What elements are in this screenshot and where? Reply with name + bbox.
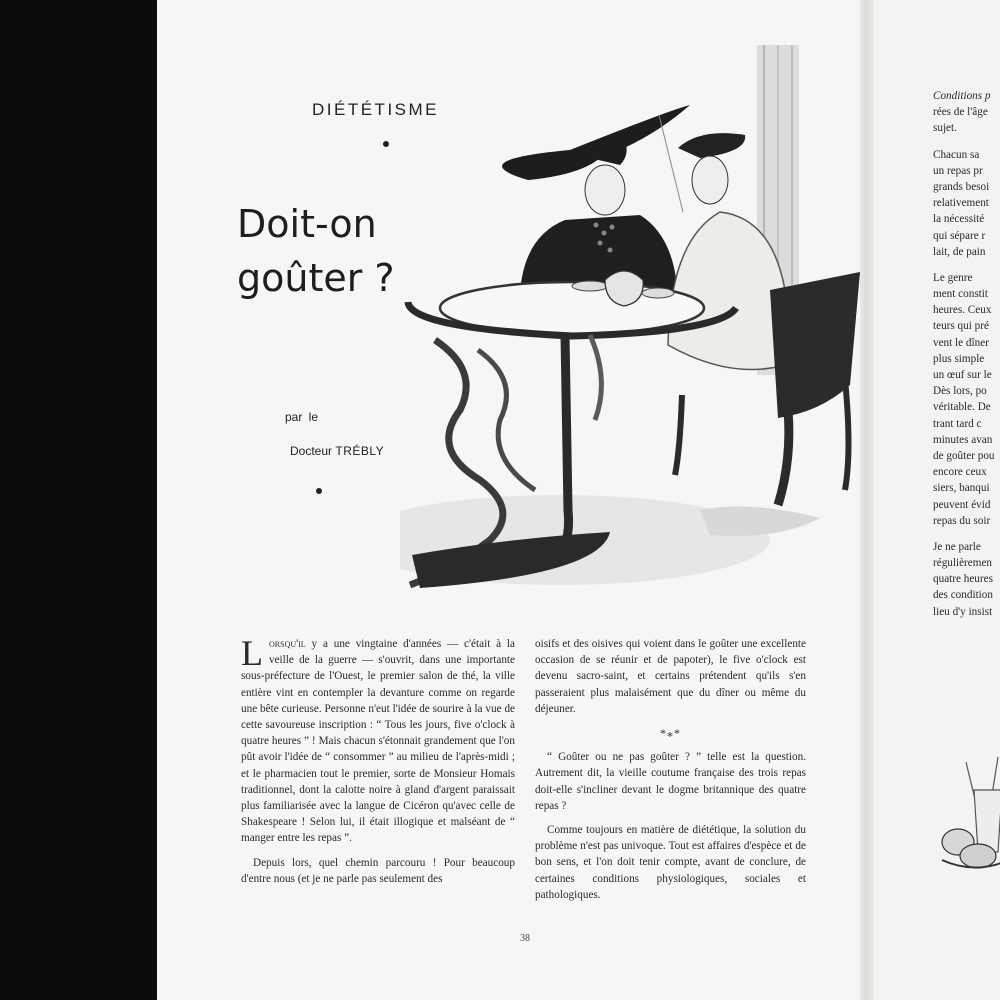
text-line-fragment: vent le dîner: [933, 336, 989, 349]
black-margin: [0, 0, 157, 1000]
text-line-fragment: encore ceux: [933, 466, 987, 479]
paragraph: “ Goûter ou ne pas goûter ? ” telle est la question. Autrement dit, la vieille coutume française des trois repas doit-elle s'incliner devant le dogme britannique des quatre repas ?: [535, 751, 806, 812]
bullet-dot: [316, 488, 322, 494]
right-page-column: [933, 88, 1000, 620]
text-line-fragment: de goûter pou: [933, 449, 995, 462]
text-line-fragment: teurs qui pré: [933, 320, 989, 333]
text-line-fragment: des condition: [933, 589, 993, 602]
text-line-fragment: un repas pr: [933, 164, 983, 177]
text-line-fragment: Je ne parle: [933, 540, 981, 553]
page-number: 38: [520, 933, 530, 944]
text-line-fragment: trant tard c: [933, 417, 982, 430]
byline-docteur: Docteur: [290, 444, 333, 458]
title-line-1: Doit-on: [237, 202, 377, 246]
text-line-fragment: minutes avan: [933, 433, 993, 446]
text-line-fragment: qui sépare r: [933, 229, 986, 242]
paragraph-gap: [933, 260, 1000, 270]
paragraph-text: y a une vingtaine d'années — c'était à la veille de la guerre — s'ouvrit, dans une importante sous-préfecture de l'Ouest, le premier salon de thé, la ville entière vint en contempler la devanture comme on regarde une bête curieuse. Personne n'eut l'idée de sourire à la vue de cette savoureuse inscription : “ Tous les jours, five o'clock à quatre heures ” ! Mais chacun s'étonnait grandement que l'on pût avoir l'idée de “ consommer ” au milieu de l'après-midi ; et le pharmacien tout le premier, sorte de Monsieur Homais traditionnel, dont la calotte noire à gland d'argent paraissait plus familiarisée avec la langue de Cicéron qu'avec celle de Shakespeare ! Selon lui, il était illogique et malséant de “ manger entre les repas ”.: [241, 638, 515, 845]
article-title: [237, 198, 395, 306]
paragraph: Comme toujours en matière de diététique, la solution du problème n'est pas univoque. Tout est affaires d'espèce et de bon sens, et l'on doit tenir compte, avant de conclure, de certaines conditions physiologiques, sociales et pathologiques.: [535, 824, 806, 901]
title-line-2: goûter ?: [237, 255, 395, 300]
text-line-fragment: relativement: [933, 197, 989, 210]
article-column-2: [535, 636, 806, 911]
lead-in: orsqu'il: [269, 638, 306, 650]
text-line-fragment: plus simple: [933, 352, 985, 365]
byline-author: [290, 444, 384, 458]
lemonade-glass-illustration: [938, 752, 1000, 872]
text-line-fragment: Le genre: [933, 271, 973, 284]
drop-cap: L: [241, 633, 263, 673]
text-line-fragment: la nécessité: [933, 213, 985, 226]
text-line-fragment: heures. Ceux: [933, 304, 992, 317]
text-line-fragment: Conditions p: [933, 90, 991, 102]
text-line-fragment: lieu d'y insist: [933, 605, 993, 618]
text-line-fragment: sujet.: [933, 122, 957, 135]
section-label: DIÉTÉTISME: [312, 100, 440, 119]
text-line-fragment: Chacun sa: [933, 148, 980, 161]
text-line-fragment: rées de l'âge: [933, 106, 988, 119]
text-line-fragment: ment constit: [933, 288, 988, 301]
paragraph-gap: [933, 137, 1000, 147]
author-name: TRÉBLY: [335, 444, 385, 458]
paragraph: Depuis lors, quel chemin parcouru ! Pour beaucoup d'entre nous (et je ne parle pas seulement des: [241, 856, 515, 885]
text-line-fragment: peuvent évid: [933, 498, 991, 511]
article-column-1: [241, 633, 515, 895]
tea-illustration: [400, 40, 870, 595]
text-line-fragment: lait, de pain: [933, 245, 986, 258]
asterism-divider: *⁎*: [660, 726, 681, 741]
bullet-dot: [383, 141, 389, 147]
text-line-fragment: régulièremen: [933, 557, 993, 570]
paragraph: oisifs et des oisives qui voient dans le goûter une excellente occasion de se réunir et de papoter), le five o'clock est devenu sacro-saint, et certains prétendent qu'ils s'en passeraient plus malaisément que du dîner ou même du déjeuner.: [535, 638, 806, 715]
text-line-fragment: quatre heures: [933, 573, 993, 586]
text-line-fragment: un œuf sur le: [933, 369, 992, 381]
text-line-fragment: repas du soir: [933, 514, 991, 527]
text-line-fragment: Dès lors, po: [933, 385, 987, 398]
paragraph-gap: [933, 529, 1000, 539]
byline-par: par le: [285, 410, 319, 424]
paragraph: [241, 633, 515, 847]
text-line-fragment: véritable. De: [933, 401, 991, 414]
text-line-fragment: siers, banqui: [933, 482, 990, 495]
text-line-fragment: grands besoi: [933, 180, 990, 193]
